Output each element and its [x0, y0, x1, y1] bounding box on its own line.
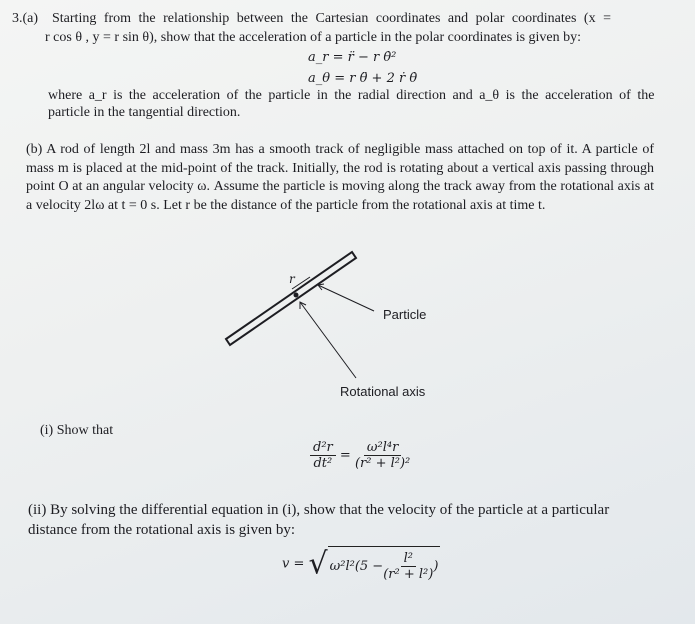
rod — [226, 252, 356, 345]
question-number: 3.(a) — [12, 11, 39, 26]
particle-label: Particle — [383, 307, 427, 322]
root-suffix: ) — [433, 559, 439, 574]
rhs-fraction — [355, 440, 410, 471]
part-i-label: (i) Show that — [40, 423, 114, 438]
equation-tangential-acceleration: a_θ = r θ̈ + 2 ṙ θ̇ — [308, 71, 418, 86]
rotational-axis-label: Rotational axis — [340, 384, 426, 399]
r-label: r — [289, 272, 295, 286]
rhs-numerator: ω²l⁴r — [364, 440, 401, 456]
square-root-icon: √ — [308, 546, 328, 582]
inner-denominator: (r² + l²) — [383, 567, 434, 582]
root-body — [328, 546, 441, 582]
velocity-equation — [282, 546, 440, 582]
equals-sign: = — [339, 448, 351, 463]
root-prefix: ω²l²(5 − — [329, 559, 384, 574]
inner-numerator: l² — [401, 551, 416, 567]
part-a-intro-line2: r cos θ , y = r sin θ), show that the acceleration of a particle in the polar coordinates is given by: — [45, 30, 582, 45]
inner-fraction — [383, 551, 433, 582]
rotation-point-o — [294, 293, 299, 298]
particle-arrow — [318, 285, 374, 311]
part-a-where-line1: where a_r is the acceleration of the particle in the radial direction and a_θ is the acceleration of the — [48, 88, 655, 103]
part-a-intro-line1: Starting from the relationship between the Cartesian coordinates and polar coordinates (x = — [52, 11, 611, 26]
axis-arrow — [300, 302, 356, 378]
part-b-text: (b) A rod of length 2l and mass 3m has a smooth track of negligible mass attached on top of it. A particle of mass m is placed at the mid-point of the track. Initially, the rod is rotating about a vertical axis passing through point O at an angular velocity ω. Assume the particle is moving along the track away from the rotational axis at a velocity 2lω at t = 0 s. Let r be the distance of the particle from the rotational axis at time t. — [26, 142, 654, 213]
lhs-numerator: d²r — [310, 440, 336, 456]
lhs-denominator: dt² — [313, 456, 333, 471]
part-ii-line1: (ii) By solving the differential equation in (i), show that the velocity of the particle at a particular — [28, 502, 610, 518]
lhs-fraction — [310, 440, 336, 471]
part-ii-line2: distance from the rotational axis is given by: — [28, 522, 296, 538]
equation-radial-acceleration: a_r = r̈ − r θ̇² — [308, 50, 397, 65]
v-lhs: v = — [282, 556, 305, 572]
part-a-where-line2: particle in the tangential direction. — [48, 105, 241, 120]
rhs-denominator: (r² + l²)² — [354, 456, 411, 471]
part-i-equation — [310, 440, 410, 471]
